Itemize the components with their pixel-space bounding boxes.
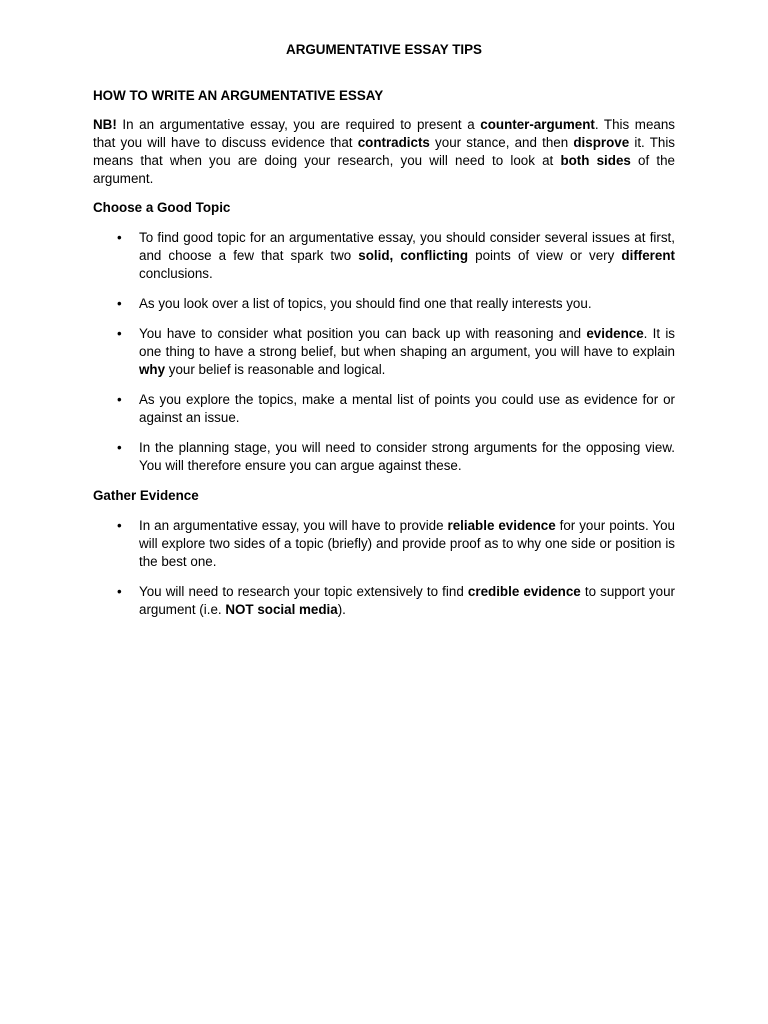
list-item: • As you look over a list of topics, you should find one that really interests you. — [117, 296, 592, 311]
intro-paragraph: NB! In an argumentative essay, you are required to present a counter-argument. This means that you will have to discuss evidence that contradicts your stance, and then disprove it. This means that when you are doing your research, you will need to look at both sides of the argument. — [93, 117, 675, 186]
subheading-choose-topic: Choose a Good Topic — [93, 200, 231, 215]
bullet-icon: • — [117, 440, 122, 455]
nb-label: NB! — [93, 117, 117, 132]
bullet-icon: • — [117, 296, 122, 311]
bullet-icon: • — [117, 518, 122, 533]
bullet-icon: • — [117, 392, 122, 407]
list-item: • In an argumentative essay, you will have to provide reliable evidence for your points. You will explore two sides of a topic (briefly) and provide proof as to why one side or position is the best one. — [117, 518, 675, 569]
list-item: • To find good topic for an argumentative essay, you should consider several issues at first, and choose a few that spark two solid, conflicting points of view or very different conclusions. — [117, 230, 675, 281]
bullet-icon: • — [117, 230, 122, 245]
list-item: • You will need to research your topic extensively to find credible evidence to support your argument (i.e. NOT social media). — [117, 584, 676, 617]
section-heading: HOW TO WRITE AN ARGUMENTATIVE ESSAY — [93, 88, 384, 103]
list-item: • As you explore the topics, make a mental list of points you could use as evidence for or against an issue. — [117, 392, 675, 425]
document-title: ARGUMENTATIVE ESSAY TIPS — [286, 42, 482, 57]
bullet-icon: • — [117, 584, 122, 599]
subheading-gather-evidence: Gather Evidence — [93, 488, 199, 503]
evidence-bullet-list — [93, 517, 675, 619]
list-item: • In the planning stage, you will need to consider strong arguments for the opposing view. You will therefore ensure you can argue against these. — [117, 440, 675, 473]
bullet-icon: • — [117, 326, 122, 341]
list-item: • You have to consider what position you can back up with reasoning and evidence. It is one thing to have a strong belief, but when shaping an argument, you will have to explain why your belief is reasonable and logical. — [117, 326, 675, 377]
topic-bullet-list — [93, 229, 675, 475]
